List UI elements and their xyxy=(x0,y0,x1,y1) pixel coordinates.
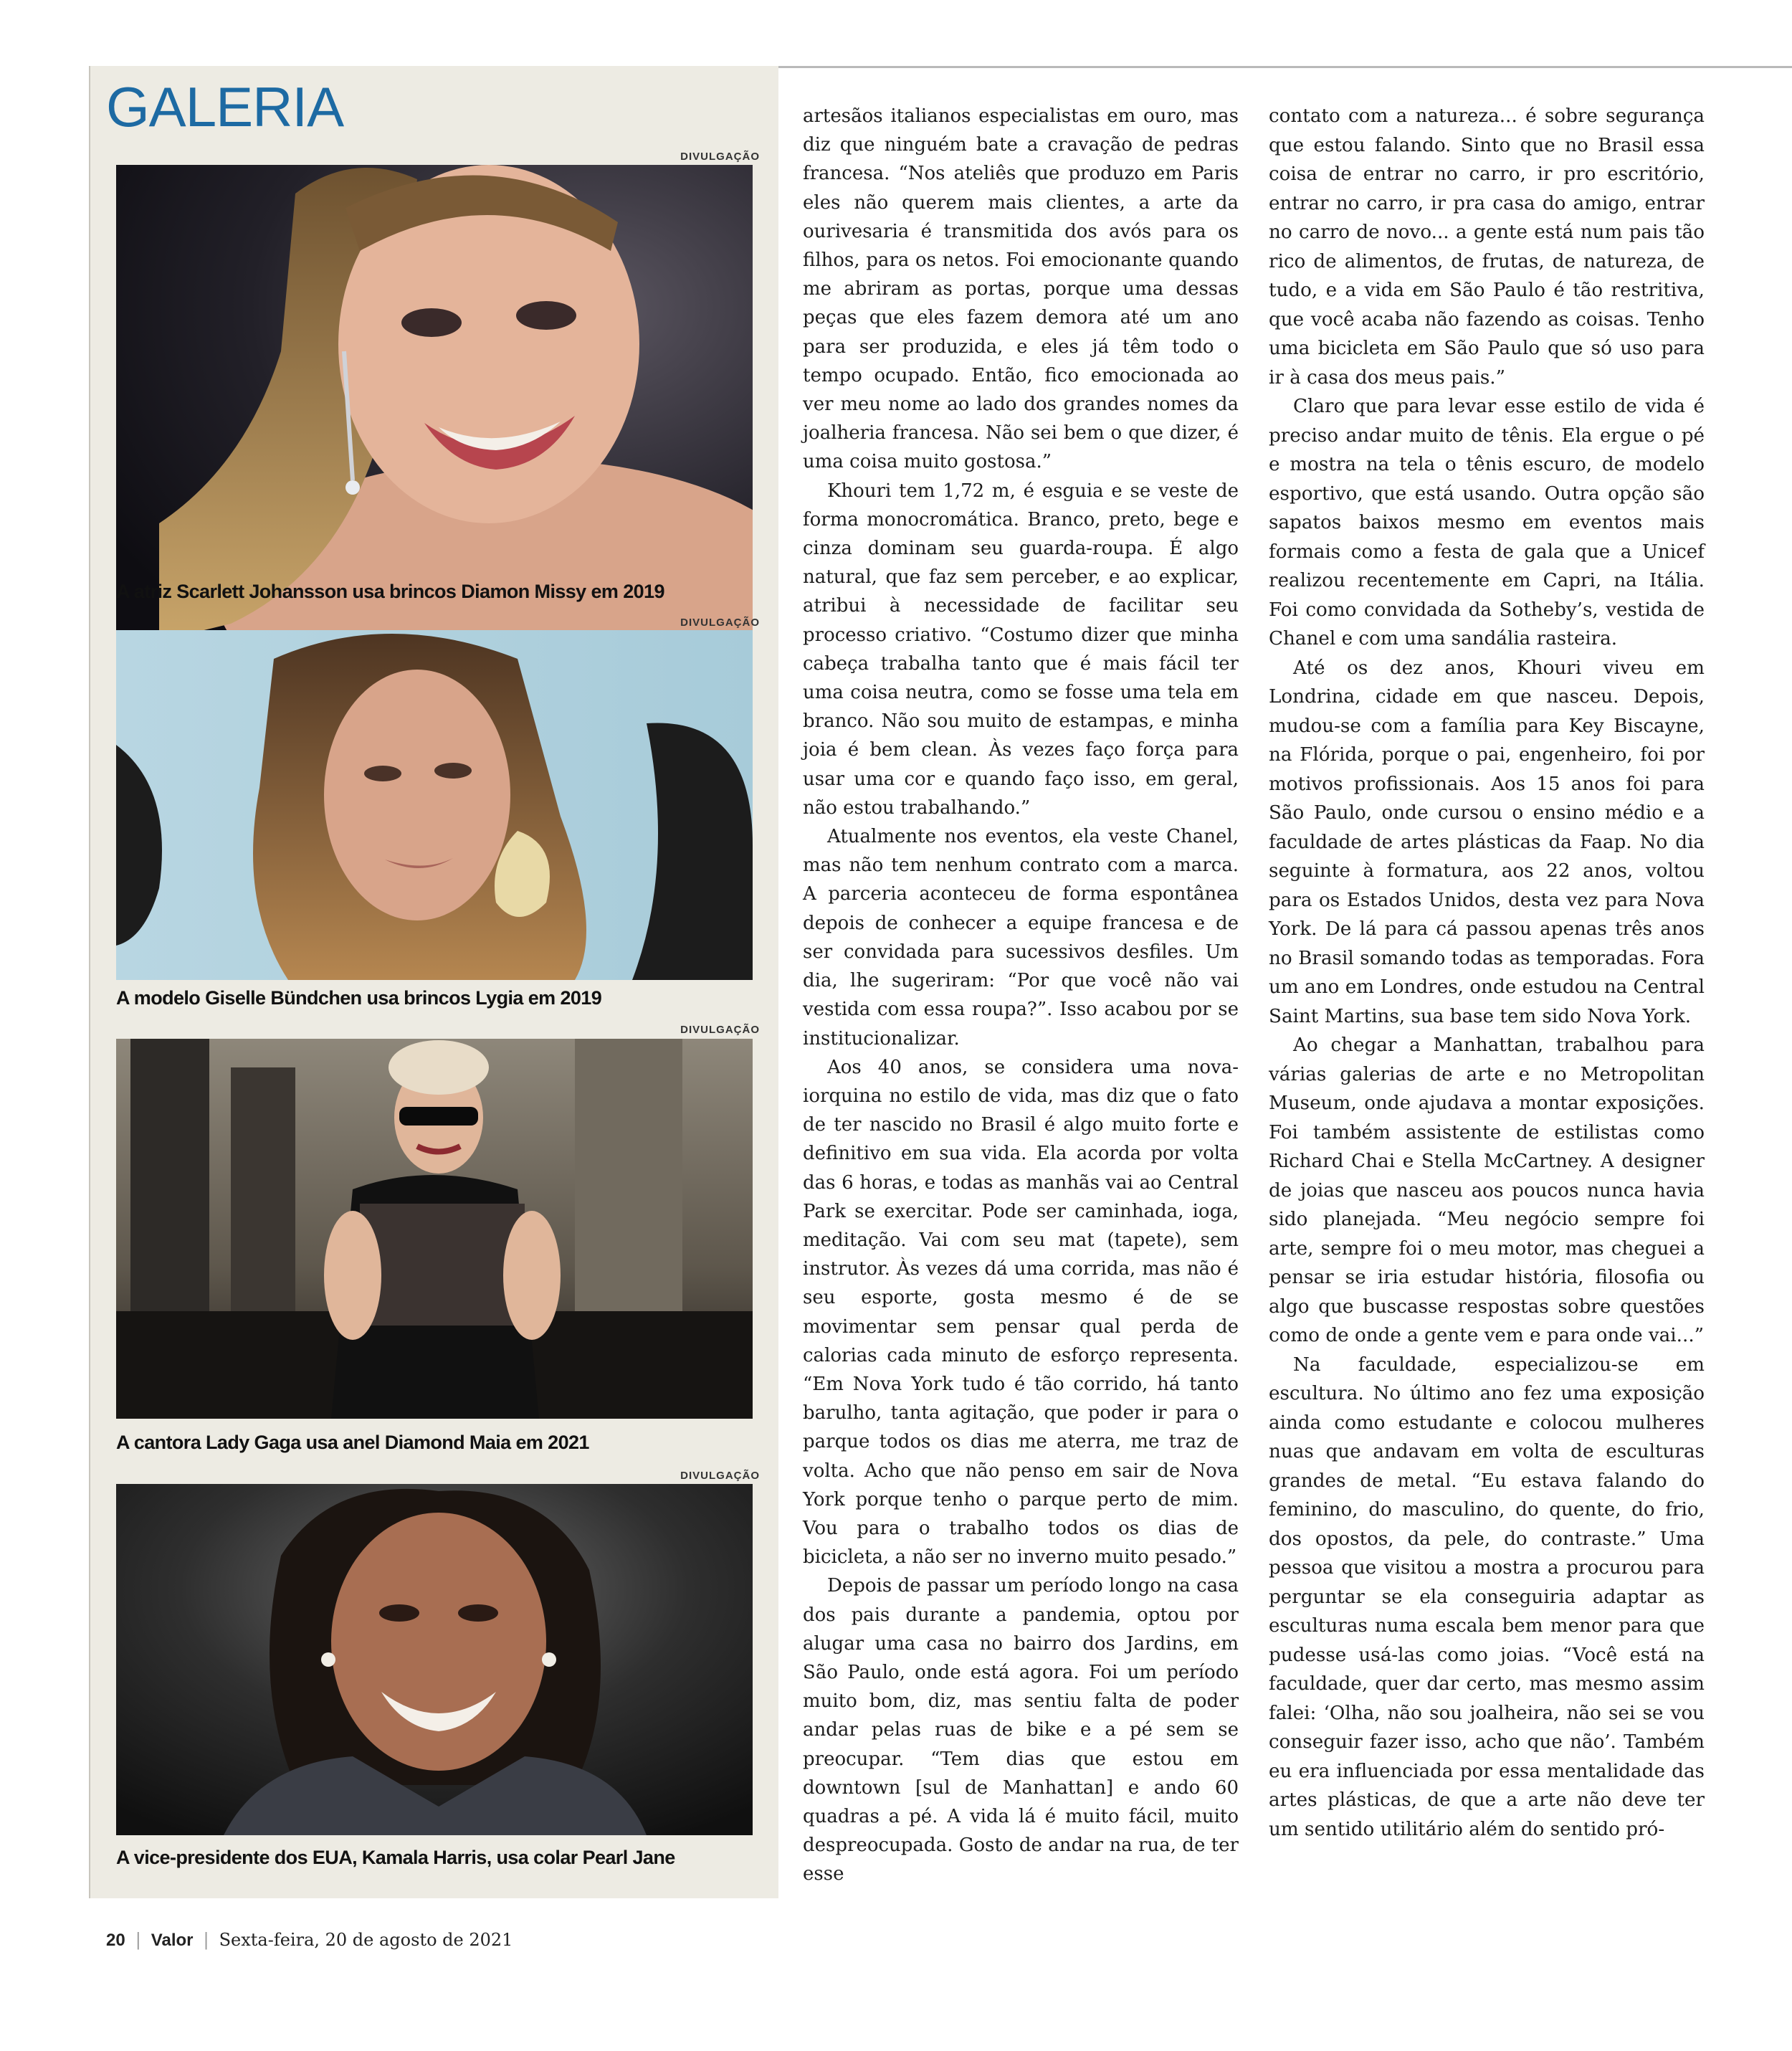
paragraph: Ao chegar a Manhattan, trabalhou para várias galerias de arte e no Metropolitan Museum, onde ajudava a montar exposições. Foi também assistente de estilistas como Richard Chai e Stella McCartney. A designer de joias que nasceu aos poucos nunca havia sido planejada. “Meu negócio sempre foi arte, sempre foi o meu motor, mas cheguei a pensar se iria estudar história, filosofia ou algo que buscasse respostas sobre questões como de onde a gente vem e para onde vai...” xyxy=(1269,1034,1705,1346)
photo-caption: A vice-presidente dos EUA, Kamala Harris, usa colar Pearl Jane xyxy=(116,1847,675,1868)
issue-date: Sexta-feira, 20 de agosto de 2021 xyxy=(219,1930,513,1950)
photo-lady-gaga xyxy=(116,1039,753,1419)
photo-caption: A cantora Lady Gaga usa anel Diamond Maia em 2021 xyxy=(116,1432,589,1453)
paragraph: Atualmente nos eventos, ela veste Chanel, mas não tem nenhum contrato com a marca. A parceria aconteceu de forma espontânea depois de conhecer a equipe francesa e de ser convidada para sucessivos desfiles. Um dia, lhe sugeriram: “Por que você não vai vestida com essa roupa?”. Isso acabou por se institucionalizar. xyxy=(803,826,1239,1050)
paragraph: contato com a natureza... é sobre segurança que estou falando. Sinto que no Brasil essa coisa de entrar no carro, ir pro escritório, entrar no carro, ir pra casa do amigo, entrar no carro de novo... a gente está num pais tão rico de alimentos, de frutas, de natureza, de tudo, e a vida em São Paulo é tão restritiva, que você acaba não fazendo as coisas. Tenho uma bicicleta em São Paulo que só uso para ir à casa dos meus pais.” xyxy=(1269,105,1705,389)
paragraph: Na faculdade, especializou-se em escultura. No último ano fez uma exposição ainda como estudante e colocou mulheres nuas que andavam em volta de esculturas grandes de metal. “Eu estava falando do feminino, do masculino, do quente, do frio, dos opostos, da pele, do contraste.” Uma pessoa que visitou a mostra a procurou para perguntar se ela conseguiria adaptar as esculturas numa escala bem menor para que pudesse usá-las como joias. “Você está na faculdade, quer dar certo, mas mesmo assim falei: ‘Olha, não sou joalheira, não sei se vou conseguir fazer isso, acho que não’. Também eu era influenciada por essa mentalidade das artes plásticas, de que a arte não deve ter um sentido utilitário além do sentido pró- xyxy=(1269,1353,1705,1840)
photo-credit: DIVULGAÇÃO xyxy=(680,1024,760,1036)
paragraph: Depois de passar um período longo na casa dos pais durante a pandemia, optou por alugar uma casa no bairro dos Jardins, em São Paulo, onde está agora. Foi um período muito bom, diz, mas sentiu falta de poder andar pelas ruas de bike e a pé sem se preocupar. “Tem dias que estou em downtown [sul de Manhattan] e ando 60 quadras a pé. A vida lá é muito fácil, muito despreocupada. Gosto de andar na rua, de ter esse xyxy=(803,1575,1239,1885)
photo-credit: DIVULGAÇÃO xyxy=(680,1470,760,1482)
gallery-sidebar xyxy=(89,66,778,1898)
article-column-1 xyxy=(803,102,1239,1889)
photo-credit: DIVULGAÇÃO xyxy=(680,151,760,163)
paragraph: Claro que para levar esse estilo de vida é preciso andar muito de tênis. Ela ergue o pé e mostra na tela o tênis escuro, de modelo esportivo, que está usando. Outra opção são sapatos baixos mesmo em eventos mais formais como a festa de gala que a Unicef realizou recentemente em Capri, na Itália. Foi como convidada da Sotheby’s, vestida de Chanel e com uma sandália rasteira. xyxy=(1269,396,1705,649)
paragraph: artesãos italianos especialistas em ouro, mas diz que ninguém bate a cravação de pedras francesa. “Nos ateliês que produzo em Paris eles não querem mais clientes, a arte da ourivesaria é transmitida dos avós para os filhos, para os netos. Foi emocionante quando me abriram as portas, porque uma dessas peças que eles fazem demora até um ano para ser produzida, e eles já têm todo o tempo ocupado. Então, fico emocionada ao ver meu nome ao lado dos grandes nomes da joalheria francesa. Não sei bem o que dizer, é uma coisa muito gostosa.” xyxy=(803,105,1239,473)
photo-caption: A modelo Giselle Bündchen usa brincos Lygia em 2019 xyxy=(116,987,602,1009)
publication-name: Valor xyxy=(151,1931,194,1950)
photo-credit: DIVULGAÇÃO xyxy=(680,617,760,629)
page-number: 20 xyxy=(106,1931,125,1950)
photo-scarlett-johansson xyxy=(116,165,753,641)
photo-kamala-harris xyxy=(116,1484,753,1835)
photo-giselle-bundchen xyxy=(116,630,753,980)
article-column-2 xyxy=(1269,102,1705,1844)
paragraph: Aos 40 anos, se considera uma nova-iorquina no estilo de vida, mas diz que o fato de ter nascido no Brasil é algo muito forte e definitivo em sua vida. Ela acorda por volta das 6 horas, e todas as manhãs vai ao Central Park se exercitar. Pode ser caminhada, ioga, meditação. Vai com seu mat (tapete), sem instrutor. Às vezes dá uma corrida, mas não é seu esporte, gosta mesmo é de se movimentar sem pensar qual perda de calorias cada minuto de esforço representa. “Em Nova York tudo é tão corrido, há tanto barulho, tanta agitação, que poder ir para o parque todos os dias me aterra, me traz de volta. Acho que não penso em sair de Nova York porque tenho o parque perto de mim. Vou para o trabalho todos os dias de bicicleta, a não ser no inverno muito pesado.” xyxy=(803,1056,1239,1569)
photo-caption: A atriz Scarlett Johansson usa brincos Diamon Missy em 2019 xyxy=(116,581,664,602)
gallery-title: GALERIA xyxy=(106,75,344,138)
page-footer: 20 | Valor | Sexta-feira, 20 de agosto de 2021 xyxy=(106,1930,513,1950)
paragraph: Khouri tem 1,72 m, é esguia e se veste de forma monocromática. Branco, preto, bege e cinza dominam seu guarda-roupa. É algo natural, que faz sem perceber, e ao explicar, atribui à necessidade de facilitar seu processo criativo. “Costumo dizer que minha cabeça trabalha tanto que é mais fácil ter uma coisa neutra, como se fosse uma tela em branco. Não sou muito de estampas, e minha joia é bem clean. Às vezes faço força para usar uma cor e quando faço isso, em geral, não estou trabalhando.” xyxy=(803,480,1239,819)
paragraph: Até os dez anos, Khouri viveu em Londrina, cidade em que nasceu. Depois, mudou-se com a família para Key Biscayne, na Flórida, porque o pai, engenheiro, foi por motivos profissionais. Aos 15 anos foi para São Paulo, onde cursou o ensino médio e a faculdade de artes plásticas da Faap. No dia seguinte à formatura, aos 22 anos, voltou para os Estados Unidos, desta vez para Nova York. De lá para cá passou apenas três anos no Brasil somando todas as temporadas. Fora um ano em Londres, onde estudou na Central Saint Martins, sua base tem sido Nova York. xyxy=(1269,657,1705,1027)
